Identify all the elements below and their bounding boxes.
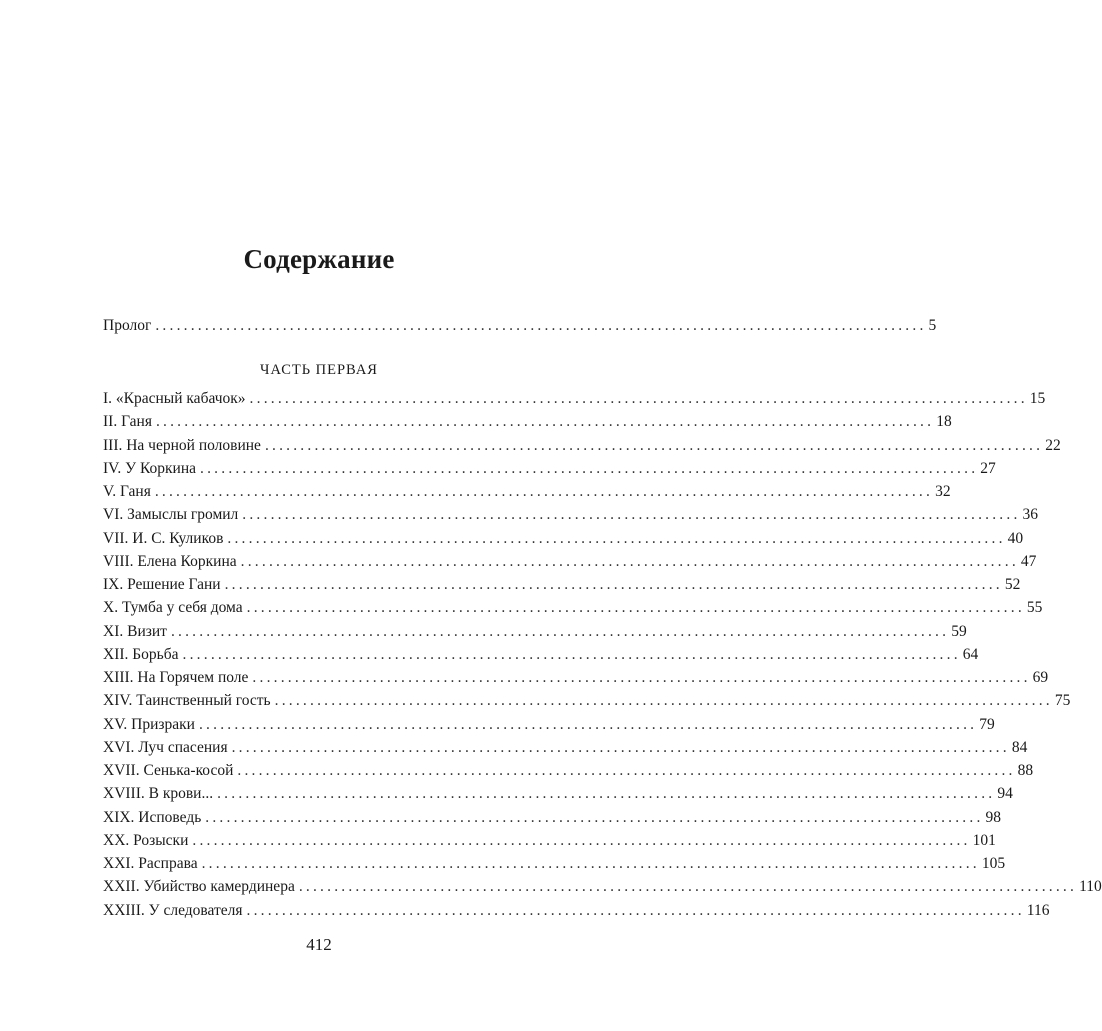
- toc-entry: [103, 552, 1037, 572]
- toc-entry-page: 59: [951, 622, 967, 640]
- toc-entry: [103, 389, 1046, 409]
- toc-entry-page: 101: [972, 831, 996, 849]
- toc-entry-page: 84: [1011, 738, 1028, 756]
- toc-entry-page: 55: [1026, 599, 1043, 617]
- toc-entry-label: XVIII. В крови...: [103, 785, 214, 803]
- toc-leader-dots: ..............................................................................................................: [217, 785, 996, 803]
- toc-leader-dots: ..............................................................................................................: [274, 692, 1053, 710]
- part-heading: ЧАСТЬ ПЕРВАЯ: [260, 362, 378, 378]
- toc-leader-dots: ..............................................................................................................: [224, 576, 1003, 593]
- toc-entry-page: 75: [1054, 692, 1071, 710]
- toc-leader-dots: ..............................................................................................................: [170, 622, 950, 640]
- toc-entry: [103, 738, 1028, 758]
- toc-entry-page: 47: [1020, 552, 1037, 570]
- toc-entry-page: 88: [1017, 762, 1034, 779]
- toc-entry-page: 15: [1029, 390, 1046, 407]
- toc-entry-label: I. «Красный кабачок»: [103, 390, 246, 407]
- toc-entry: [103, 482, 951, 502]
- toc-leader-dots: ..............................................................................................................: [182, 645, 961, 663]
- toc-entry: [103, 598, 1043, 618]
- toc-entry-label: XIV. Таинственный гость: [103, 692, 271, 710]
- toc-entry-page: 32: [935, 483, 951, 500]
- toc-leader-dots: ..............................................................................................................: [237, 762, 1016, 779]
- toc-leader-dots: ..............................................................................................................: [155, 413, 935, 431]
- page-number: 412: [306, 935, 332, 954]
- toc-entry-label: VI. Замыслы громил: [103, 506, 239, 524]
- toc-entry-page: 22: [1045, 436, 1061, 454]
- toc-entry-label: XIII. На Горячем поле: [103, 669, 249, 686]
- toc-entry-page: 110: [1079, 878, 1102, 896]
- toc-leader-dots: ..............................................................................................................: [264, 436, 1044, 454]
- toc-entry-page: 27: [980, 459, 996, 477]
- toc-entry-label: V. Ганя: [103, 483, 151, 500]
- toc-leader-dots: ..............................................................................................................: [231, 738, 1010, 756]
- toc-entry-page: 116: [1026, 901, 1050, 919]
- toc-entry-page: 40: [1007, 529, 1024, 547]
- toc-entry-page: 18: [936, 413, 952, 431]
- toc-entry-label: XXI. Расправа: [103, 855, 198, 872]
- toc-entry-page: 52: [1004, 576, 1021, 593]
- toc-entry: [103, 622, 967, 642]
- toc-entry-prologue: [103, 316, 937, 336]
- toc-leader-dots: ..............................................................................................................: [200, 459, 979, 477]
- toc-entry-label: VIII. Елена Коркина: [103, 552, 237, 570]
- toc-leader-dots: ..............................................................................................................: [252, 669, 1031, 686]
- toc-entry-label: XIX. Исповедь: [103, 808, 202, 826]
- toc-entry: [103, 436, 1061, 456]
- toc-entry-label: X. Тумба у себя дома: [103, 599, 243, 617]
- toc-leader-dots: ..............................................................................................................: [154, 483, 934, 500]
- toc-entry: [103, 901, 1050, 921]
- toc-entry-label: XX. Розыски: [103, 831, 189, 849]
- toc-leader-dots: ..............................................................................................................: [227, 529, 1006, 547]
- toc-entry: [103, 877, 1102, 897]
- toc-leader-dots: .............................................................................................................: [155, 317, 927, 334]
- toc-entry-page: 105: [981, 855, 1006, 872]
- toc-entry-page: 94: [997, 785, 1013, 803]
- toc-leader-dots: ..............................................................................................................: [205, 808, 984, 826]
- toc-entry-label: XI. Визит: [103, 622, 167, 640]
- toc-entry-label: VII. И. С. Куликов: [103, 529, 224, 547]
- toc-entry: [103, 691, 1071, 711]
- toc-entry: [103, 715, 995, 735]
- toc-entry: [103, 575, 1021, 595]
- toc-entry-label: Пролог: [103, 317, 152, 334]
- page-title: Содержание: [243, 244, 395, 274]
- toc-entry-label: XXII. Убийство камердинера: [103, 878, 295, 896]
- toc-entry: [103, 412, 952, 432]
- toc-entry-label: XVII. Сенька-косой: [103, 762, 234, 779]
- toc-leader-dots: ..............................................................................................................: [246, 901, 1025, 919]
- toc-entry-page: 79: [979, 715, 995, 733]
- toc-entry: [103, 761, 1034, 781]
- toc-entry: [103, 529, 1024, 549]
- toc-entry: [103, 854, 1006, 874]
- toc-leader-dots: ..............................................................................................................: [198, 715, 978, 733]
- toc-entry: [103, 668, 1049, 688]
- toc-entry-page: 5: [928, 317, 937, 334]
- toc-entry: [103, 784, 1013, 804]
- toc-entry-page: 69: [1032, 669, 1049, 686]
- toc-entry-label: XXIII. У следователя: [103, 901, 243, 919]
- toc-leader-dots: ..............................................................................................................: [240, 552, 1019, 570]
- toc-entry-label: III. На черной половине: [103, 436, 261, 454]
- toc-entry-label: XVI. Луч спасения: [103, 738, 228, 756]
- toc-entry: [103, 831, 996, 851]
- toc-entry: [103, 505, 1039, 525]
- toc-entry-page: 98: [985, 808, 1002, 826]
- toc-entry-label: II. Ганя: [103, 413, 152, 431]
- toc-entry-page: 36: [1022, 506, 1039, 524]
- toc-leader-dots: ..............................................................................................................: [201, 855, 980, 872]
- toc-leader-dots: ..............................................................................................................: [192, 831, 971, 849]
- toc-leader-dots: ..............................................................................................................: [298, 878, 1078, 896]
- toc-entry-label: XV. Призраки: [103, 715, 195, 733]
- toc-leader-dots: ..............................................................................................................: [246, 599, 1025, 617]
- toc-leader-dots: ..............................................................................................................: [242, 506, 1021, 524]
- toc-entry-label: IX. Решение Гани: [103, 576, 221, 593]
- toc-entry-label: IV. У Коркина: [103, 459, 197, 477]
- toc-entry: [103, 645, 979, 665]
- toc-entry: [103, 808, 1002, 828]
- toc-entry-page: 64: [962, 645, 979, 663]
- toc-entry-label: XII. Борьба: [103, 645, 179, 663]
- toc-entry: [103, 459, 996, 479]
- toc-leader-dots: ..............................................................................................................: [249, 390, 1028, 407]
